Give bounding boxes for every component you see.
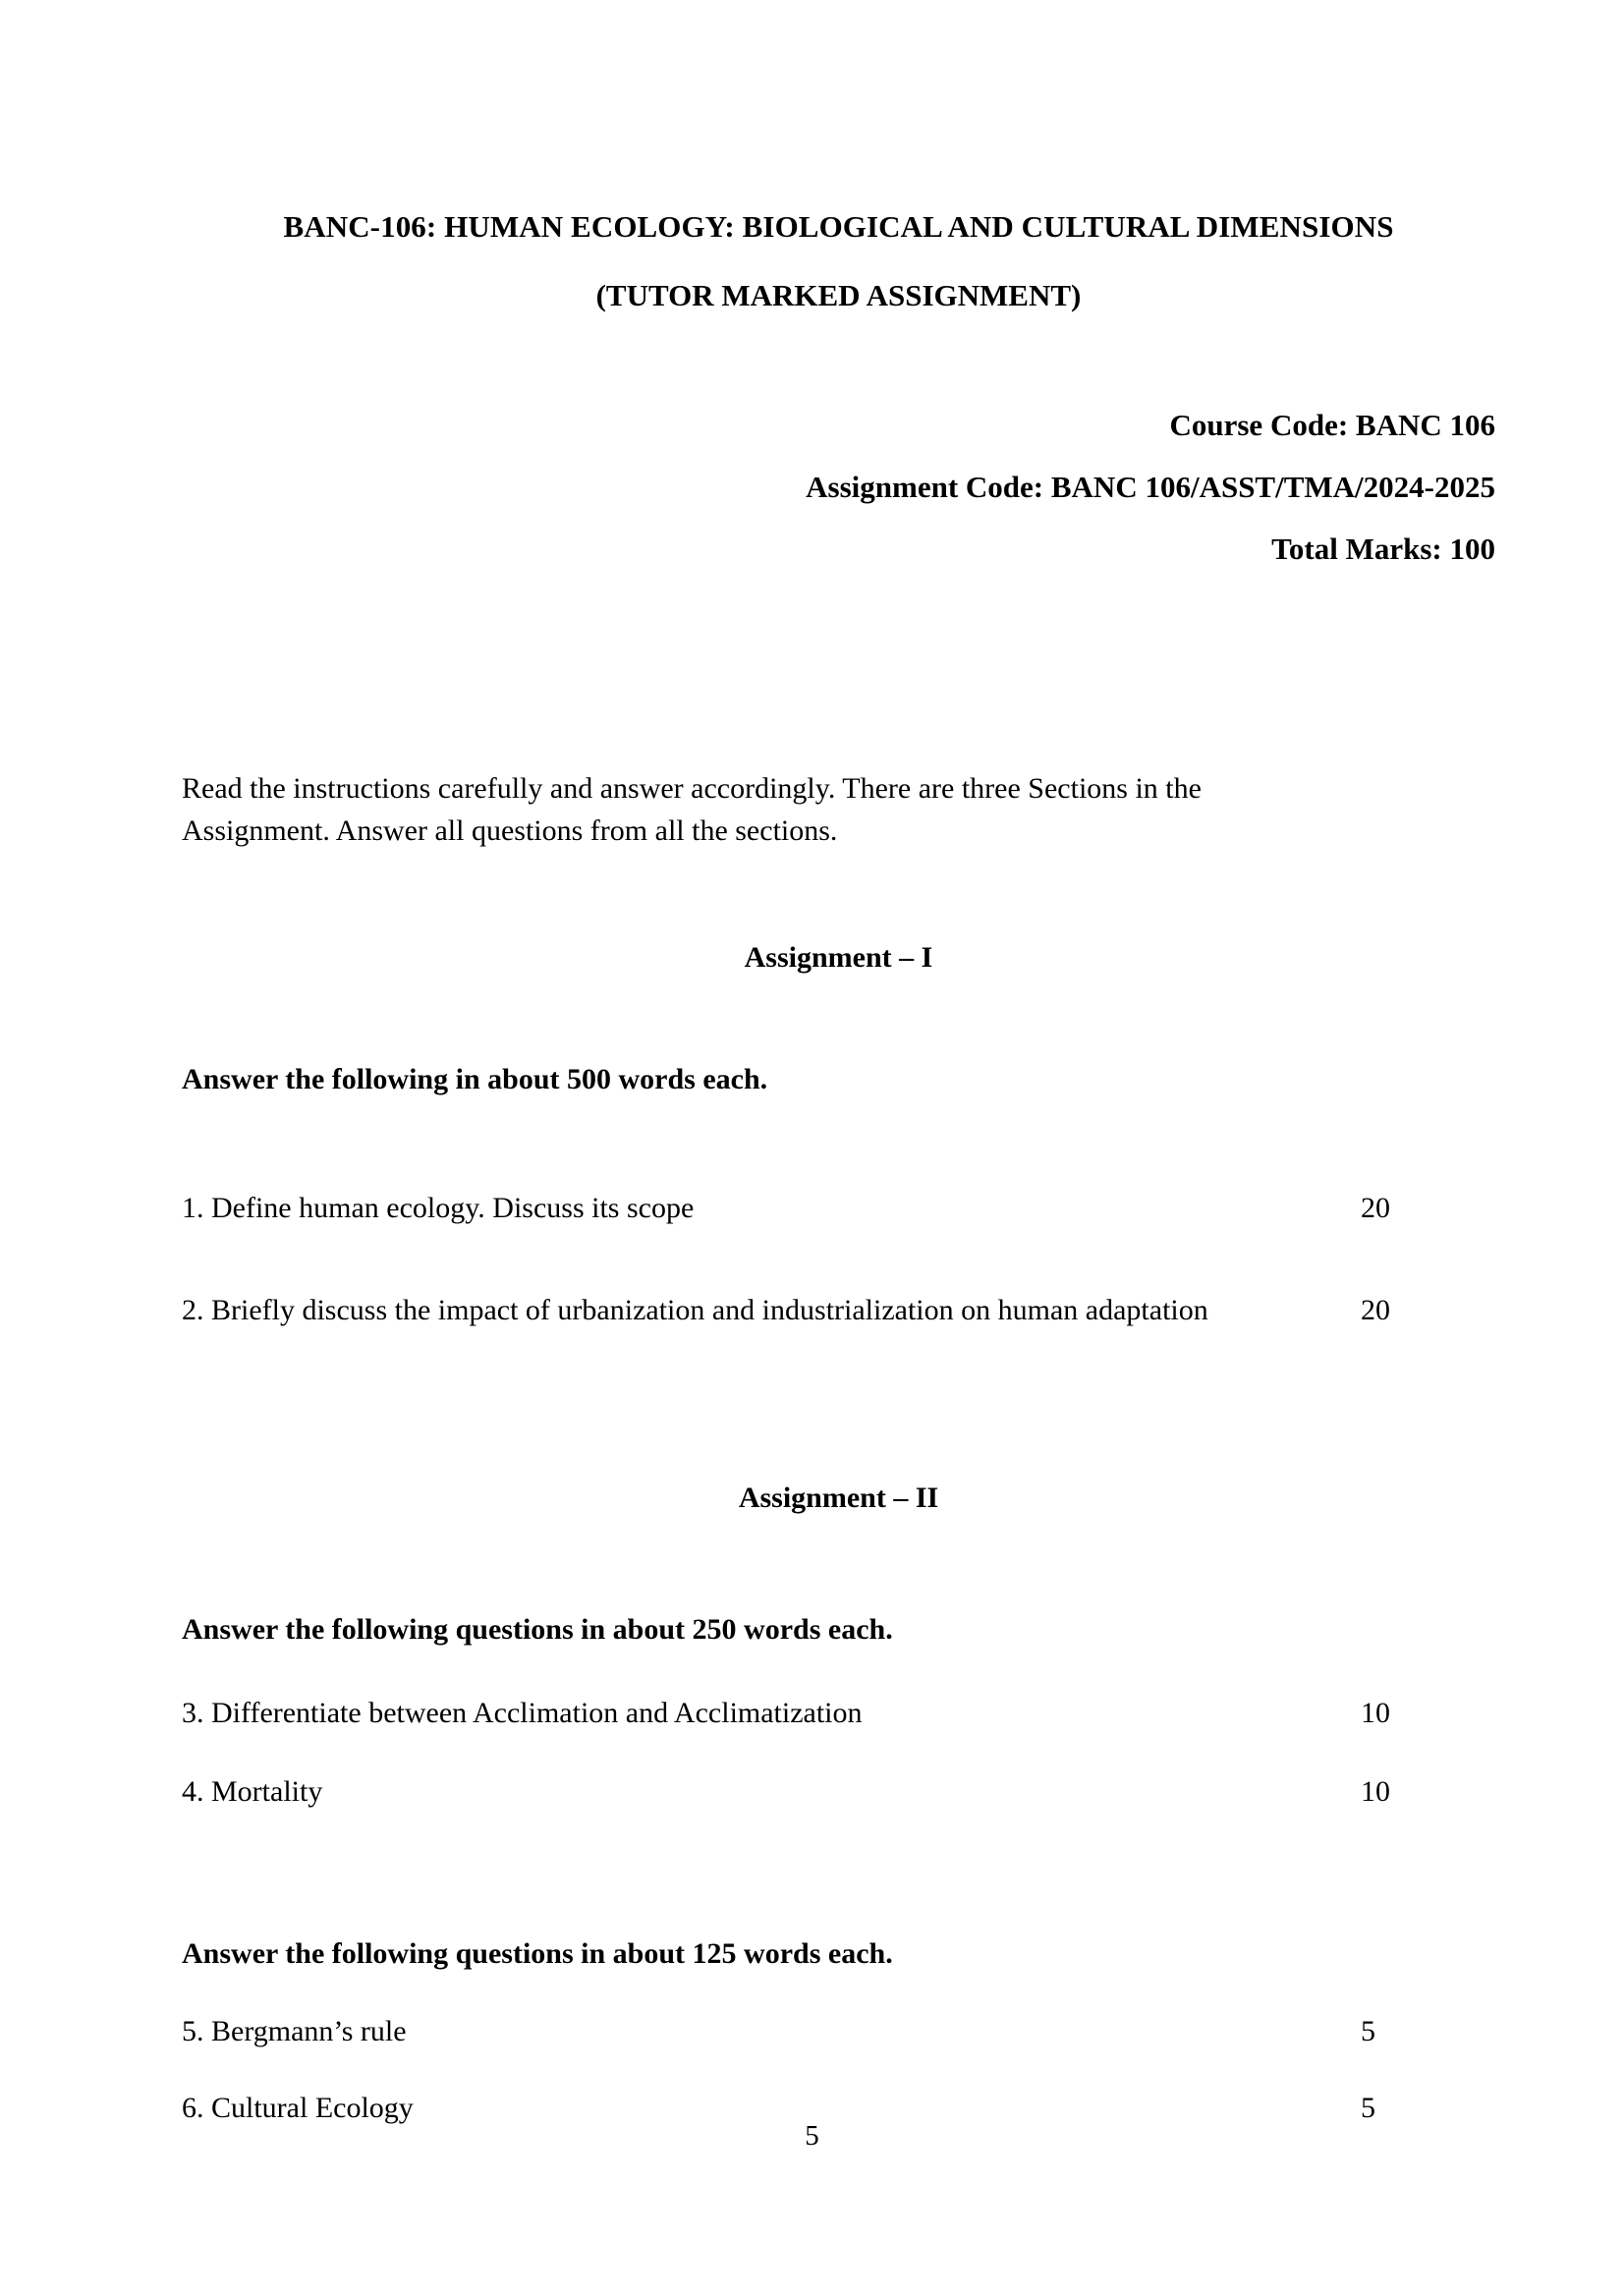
- question-text: 1. Define human ecology. Discuss its scope: [182, 1192, 695, 1224]
- total-marks-line: Total Marks: 100: [1271, 532, 1495, 566]
- question-marks: 20: [1361, 1192, 1390, 1224]
- group-instruction-500-words: Answer the following in about 500 words each.: [182, 1063, 768, 1095]
- section-heading-assignment-2: Assignment – II: [738, 1482, 939, 1514]
- instructions-paragraph: Read the instructions carefully and answer accordingly. There are three Sections in the Assignment. Answer all questions from all the sections.: [182, 772, 1202, 847]
- page-content-column: [182, 0, 1495, 2295]
- question-text: 5. Bergmann’s rule: [182, 2015, 407, 2047]
- assignment-code-line: Assignment Code: BANC 106/ASST/TMA/2024-2025: [806, 470, 1495, 504]
- question-marks: 10: [1361, 1775, 1390, 1808]
- question-marks: 5: [1361, 2092, 1375, 2124]
- question-text: 4. Mortality: [182, 1775, 323, 1808]
- page-subtitle: (TUTOR MARKED ASSIGNMENT): [595, 278, 1082, 312]
- page-number-footer: 5: [805, 2120, 819, 2152]
- question-text: 2. Briefly discuss the impact of urbanization and industrialization on human adaptation: [182, 1294, 1208, 1326]
- group-instruction-125-words: Answer the following questions in about 125 words each.: [182, 1937, 893, 1970]
- question-marks: 10: [1361, 1697, 1390, 1729]
- question-marks: 20: [1361, 1294, 1390, 1326]
- question-text: 3. Differentiate between Acclimation and Acclimatization: [182, 1697, 863, 1729]
- course-code-line: Course Code: BANC 106: [1169, 408, 1495, 442]
- question-text: 6. Cultural Ecology: [182, 2092, 414, 2124]
- group-instruction-250-words: Answer the following questions in about 250 words each.: [182, 1613, 893, 1646]
- section-heading-assignment-1: Assignment – I: [744, 941, 933, 974]
- page-title: BANC-106: HUMAN ECOLOGY: BIOLOGICAL AND CULTURAL DIMENSIONS: [283, 209, 1394, 244]
- question-marks: 5: [1361, 2015, 1375, 2047]
